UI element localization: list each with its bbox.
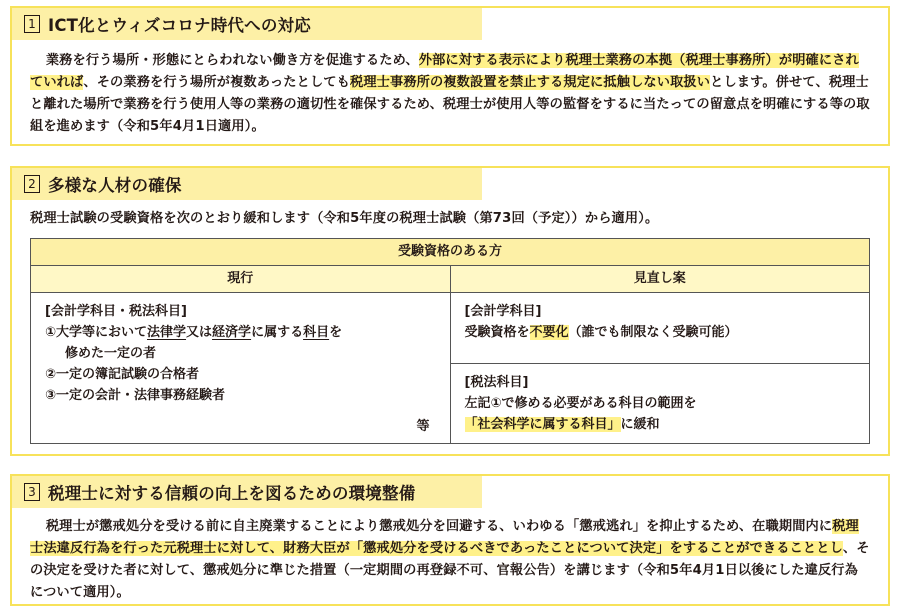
revised-accounting-text: 受験資格を不要化（誰でも制限なく受験可能） xyxy=(464,325,738,340)
revised-accounting-highlight: 不要化 xyxy=(529,325,569,340)
section-2-number: 2 xyxy=(24,175,40,193)
current-item-1: ①大学等において法律学又は経済学に属する科目を xyxy=(45,325,343,340)
subject-underline: 科目 xyxy=(303,325,330,340)
section-3-header xyxy=(12,476,482,508)
section-2-intro: 税理士試験の受験資格を次のとおり緩和します（令和5年度の税理士試験（第73回（予定））から適用）。 xyxy=(30,211,659,226)
current-item-1-line-2: 修めた一定の者 xyxy=(65,346,157,361)
section-3-text-2: 、その決定を受けた者に対して、懲戒処分に準じた措置（一定期間の再登録不可、官報公告）を講じます（令和5年4月1日以後にした違反行為について適用）。 xyxy=(30,541,870,600)
section-3-box xyxy=(10,474,890,606)
section-1-title: ICT化とウィズコロナ時代への対応 xyxy=(48,16,311,35)
section-2-title: 多様な人材の確保 xyxy=(48,176,182,195)
revised-accounting-cell xyxy=(450,293,870,364)
current-cell xyxy=(31,293,451,444)
section-1-text-3: とします。併せて、税理士と離れた場所で業務を行う使用人等の業務の適切性を確保するため、税理士が使用人等の監督をするに当たっての留意点を明確にする等の取組を進めます（令和5年4月1日適用）。 xyxy=(30,75,870,134)
revised-tax-highlight: 「社会科学に属する科目」 xyxy=(464,417,621,432)
column-current: 現行 xyxy=(31,266,451,293)
revised-tax-line-1: 左記①で修める必要がある科目の範囲を xyxy=(464,396,697,411)
section-3-text-1: 税理士が懲戒処分を受ける前に自主廃業することにより懲戒処分を回避する、いわゆる「懲戒逃れ」を抑止するため、在職期間内に xyxy=(45,519,833,534)
section-1-text-2: 、その業務を行う場所が複数あったとしても xyxy=(83,75,350,90)
law-underline: 法律学 xyxy=(147,325,187,340)
revised-tax-category: [税法科目] xyxy=(464,375,529,390)
table-header: 受験資格のある方 xyxy=(31,239,870,266)
column-revised: 見直し案 xyxy=(450,266,870,293)
section-1-header xyxy=(12,8,482,40)
section-1-number: 1 xyxy=(24,15,40,33)
section-1-box xyxy=(10,6,890,146)
section-1-body xyxy=(30,50,870,138)
section-2-box xyxy=(10,166,890,456)
current-item-2: ②一定の簿記試験の合格者 xyxy=(45,367,200,382)
section-2-header xyxy=(12,168,482,200)
section-3-number: 3 xyxy=(24,483,40,501)
qualification-table xyxy=(30,238,870,444)
economics-underline: 経済学 xyxy=(212,325,252,340)
current-item-3: ③一定の会計・法律事務経験者 xyxy=(45,388,226,403)
current-category: [会計学科目・税法科目] xyxy=(45,304,187,319)
section-3-title: 税理士に対する信頼の向上を図るための環境整備 xyxy=(48,484,416,503)
revised-tax-cell xyxy=(450,364,870,444)
section-3-highlight: 税理士法違反行為を行った元税理士に対して、財務大臣が「懲戒処分を受けるべきであったことについて決定」をすることができることとし xyxy=(30,519,859,556)
current-etc: 等 xyxy=(416,419,430,434)
section-1-highlight-1: 外部に対する表示により税理士業務の本拠（税理士事務所）が明確にされていれば xyxy=(30,53,859,90)
section-1-text-1: 業務を行う場所・形態にとらわれない働き方を促進するため、 xyxy=(45,53,419,68)
revised-tax-line-2: 「社会科学に属する科目」に緩和 xyxy=(464,417,660,432)
revised-accounting-category: [会計学科目] xyxy=(464,304,542,319)
section-3-body xyxy=(30,516,870,604)
section-1-highlight-2: 税理士事務所の複数設置を禁止する規定に抵触しない取扱い xyxy=(349,75,711,90)
